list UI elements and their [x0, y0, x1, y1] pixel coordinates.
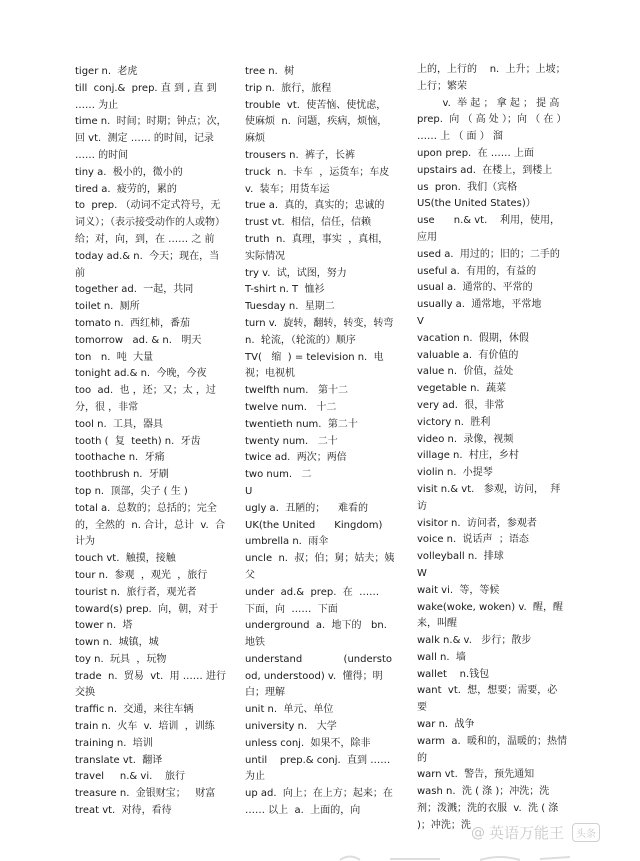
- vocab-entry: under ad.& prep. 在 …… 下面，向 …… 下面: [245, 586, 386, 615]
- vocab-entry: toothache n. 牙痛: [75, 452, 165, 464]
- vocab-entry: tree n. 树: [245, 66, 295, 77]
- vocab-entry: together ad. 一起，共同: [75, 284, 194, 296]
- vocab-entry: tool n. 工具，器具: [75, 418, 163, 430]
- vocab-entry: T-shirt n. T 恤衫: [245, 284, 325, 296]
- vocab-entry: US(the United States)）: [417, 198, 536, 210]
- vocab-entry: treasure n. 金银财宝； 财富: [75, 788, 216, 800]
- vocab-entry: training n. 培训: [75, 737, 153, 749]
- watermark-at: @: [470, 824, 485, 841]
- vocab-entry: wash n. 洗 ( 涤 )；冲洗；洗剂；泼溅；洗的衣服 v. 洗 ( 涤 )；冲洗；洗: [417, 786, 562, 831]
- vocab-entry: upon prep. 在 …… 上面: [417, 147, 534, 159]
- vocab-entry: unless conj. 如果不，除非: [245, 737, 371, 749]
- vocab-entry: uncle n. 叔；伯；舅；姑夫；姨父: [245, 553, 395, 581]
- vocab-entry: up ad. 向上；在上方；起来；在 …… 以上 a. 上面的，向: [245, 788, 397, 817]
- vocab-entry: wake(woke, woken) v. 醒，醒来，叫醒: [417, 601, 564, 630]
- vocab-entry: warm a. 暖和的，温暖的；热情的: [417, 735, 568, 764]
- vocab-entry: truth n. 真理，事实 ，真相，实际情况: [245, 233, 389, 262]
- vocab-entry: visitor n. 访问者，参观者: [417, 517, 537, 529]
- vocab-entry: upstairs ad. 在楼上，到楼上: [417, 164, 553, 176]
- vocab-entry: time n. 时间；时期；钟点；次，回 vt. 测定 …… 的时间，记录 …… 的时间: [75, 116, 227, 161]
- vocab-entry: translate vt. 翻译: [75, 754, 163, 766]
- watermark-name: 英语万能王: [488, 824, 564, 842]
- vocab-entry: used a. 用过的；旧的；二手的: [417, 248, 560, 260]
- vocab-entry: walk n.& v. 步行；散步: [417, 635, 532, 647]
- vocab-column-1: [75, 64, 227, 820]
- vocab-entry: violin n. 小提琴: [417, 467, 493, 479]
- vocab-entry: true a. 真的，真实的；忠诚的: [245, 200, 385, 212]
- vocab-entry: 上的，上行的 n. 上升；上坡；上行；繁荣: [417, 64, 566, 92]
- vocab-entry: tiger n. 老虎: [75, 66, 138, 77]
- vocab-entry: W: [417, 567, 427, 579]
- vocab-entry: tomato n. 西红柿，番茄: [75, 317, 190, 329]
- vocab-entry: tiny a. 极小的，微小的: [75, 166, 183, 178]
- vocab-entry: twenty num. 二十: [245, 435, 338, 447]
- vocab-entry: town n. 城镇，城: [75, 637, 159, 649]
- vocab-entry: train n. 火车 v. 培训 ，训练: [75, 721, 215, 733]
- vocab-entry: use n.& vt. 利用，使用，应用: [417, 215, 560, 243]
- vocab-entry: today ad.& n. 今天；现在，当前: [75, 250, 220, 279]
- vocab-entry: ugly a. 丑陋的； 难看的: [245, 502, 368, 514]
- vocab-entry: wait vi. 等，等候: [417, 584, 500, 596]
- vocab-entry: usual a. 通常的、平常的: [417, 282, 533, 294]
- vocab-entry: v. 举 起 ； 拿 起 ； 提 高 prep. 向 （ 高 处 ）；向 （ 在 ） …… 上 （ 面 ） 溜: [417, 97, 598, 143]
- vocab-entry: travel n.& vi. 旅行: [75, 771, 185, 783]
- vocab-entry: us pron. 我们（宾格: [417, 181, 518, 193]
- vocab-entry: trip n. 旅行，旅程: [245, 82, 332, 94]
- vocab-entry: try v. 试，试图，努力: [245, 267, 347, 279]
- vocab-entry: truck n. 卡车 ，运货车；车皮 v. 装车；用货车运: [245, 166, 393, 195]
- vocab-entry: UK(the United Kingdom): [245, 519, 383, 531]
- vocab-entry: trouble vt. 使苦恼、使忧虑，使麻烦 n. 问题，疾病，烦恼，麻烦: [245, 99, 388, 145]
- vocab-entry: total a. 总数的；总括的；完全的，全然的 n. 合计，总计 v. 合计为: [75, 502, 226, 548]
- vocab-entry: vegetable n. 蔬菜: [417, 383, 506, 395]
- vocab-entry: tower n. 塔: [75, 620, 133, 632]
- vocab-entry: till conj.& prep. 直 到 , 直 到 …… 为止: [75, 82, 220, 111]
- vocab-entry: twentieth num. 第二十: [245, 418, 358, 430]
- vocab-entry: valuable a. 有价值的: [417, 349, 519, 361]
- vocab-entry: umbrella n. 雨伞: [245, 536, 329, 548]
- vocab-entry: TV( 缩 ) = television n. 电视；电视机: [245, 351, 384, 380]
- vocab-entry: value n. 价值，益处: [417, 366, 514, 378]
- vocab-entry: understand (understood, understood) v. 懂得；明白；理解: [245, 653, 392, 699]
- vocab-entry: two num. 二: [245, 469, 312, 481]
- vocab-entry: tomorrow ad. & n. 明天: [75, 334, 202, 346]
- vocab-entry: top n. 顶部，尖子 ( 生 ): [75, 485, 188, 497]
- vocab-entry: usually a. 通常地，平常地: [417, 299, 542, 311]
- vocab-entry: wall n. 墙: [417, 651, 466, 663]
- vocab-entry: tour n. 参观 ，观光 ，旅行: [75, 569, 208, 581]
- vocab-entry: volleyball n. 排球: [417, 551, 504, 563]
- vocab-entry: unit n. 单元、单位: [245, 704, 334, 716]
- vocab-entry: toothbrush n. 牙刷: [75, 469, 169, 481]
- vocab-entry: visit n.& vt. 参观，访问， 拜访: [417, 483, 561, 512]
- vocab-entry: university n. 大学: [245, 721, 337, 733]
- vocab-entry: traffic n. 交通，来往车辆: [75, 704, 194, 716]
- vocab-entry: tired a. 疲劳的，累的: [75, 183, 177, 195]
- vocab-entry: war n. 战争: [417, 719, 475, 731]
- vocab-entry: tonight ad.& n. 今晚，今夜: [75, 368, 207, 380]
- watermark: [471, 822, 600, 843]
- vocab-entry: warn vt. 警告，预先通知: [417, 769, 535, 781]
- vocab-entry: ton n. 吨 大量: [75, 351, 154, 363]
- vocab-entry: trade n. 贸易 vt. 用 …… 进行交换: [75, 670, 226, 699]
- vocab-entry: to prep. （动词不定式符号，无词义）；（表示接受动作的人或物）给；对，向，到，在 …… 之 前: [75, 200, 225, 245]
- vocab-entry: trousers n. 裤子，长裤: [245, 149, 356, 161]
- vocab-entry: want vt. 想，想要；需要，必要: [417, 685, 558, 714]
- vocab-entry: wallet n.钱包: [417, 668, 490, 680]
- vocab-entry: twelfth num. 第十二: [245, 385, 348, 397]
- page-edge-marks: [330, 851, 590, 861]
- vocab-entry: twice ad. 两次；两倍: [245, 452, 347, 464]
- vocab-entry: tooth ( 复 teeth) n. 牙齿: [75, 435, 201, 447]
- vocab-entry: Tuesday n. 星期二: [245, 301, 335, 313]
- vocab-entry: underground a. 地下的 bn. 地铁: [245, 620, 394, 649]
- vocab-entry: touch vt. 触摸，接触: [75, 553, 176, 565]
- vocab-entry: very ad. 很，非常: [417, 399, 505, 411]
- vocab-entry: vacation n. 假期，休假: [417, 332, 529, 344]
- vocab-entry: too ad. 也 ，还；又；太 ，过分，很 ，非常: [75, 385, 216, 413]
- vocab-entry: V: [417, 315, 424, 327]
- vocab-entry: trust vt. 相信，信任，信赖: [245, 217, 372, 229]
- vocab-entry: toilet n. 厕所: [75, 301, 140, 313]
- vocab-entry: twelve num. 十二: [245, 401, 337, 413]
- vocab-entry: until prep.& conj. 直到 …… 为止: [245, 754, 394, 783]
- vocab-entry: useful a. 有用的，有益的: [417, 265, 537, 277]
- vocab-entry: toy n. 玩具 ，玩物: [75, 653, 167, 665]
- watermark-badge: 头条: [572, 823, 600, 842]
- vocab-entry: voice n. 说话声 ；语态: [417, 534, 529, 546]
- vocab-entry: village n. 村庄，乡村: [417, 450, 519, 462]
- vocab-entry: turn v. 旋转，翻转，转变，转弯 n. 轮流，（轮流的）顺序: [245, 317, 400, 346]
- vocab-entry: video n. 录像，视频: [417, 433, 514, 445]
- vocab-entry: toward(s) prep. 向，朝，对于: [75, 603, 219, 615]
- vocab-column-2: [245, 64, 400, 820]
- vocab-entry: treat vt. 对待，看待: [75, 805, 172, 817]
- vocab-entry: victory n. 胜利: [417, 416, 491, 428]
- vocab-entry: tourist n. 旅行者，观光者: [75, 586, 197, 598]
- vocab-entry: U: [245, 485, 253, 497]
